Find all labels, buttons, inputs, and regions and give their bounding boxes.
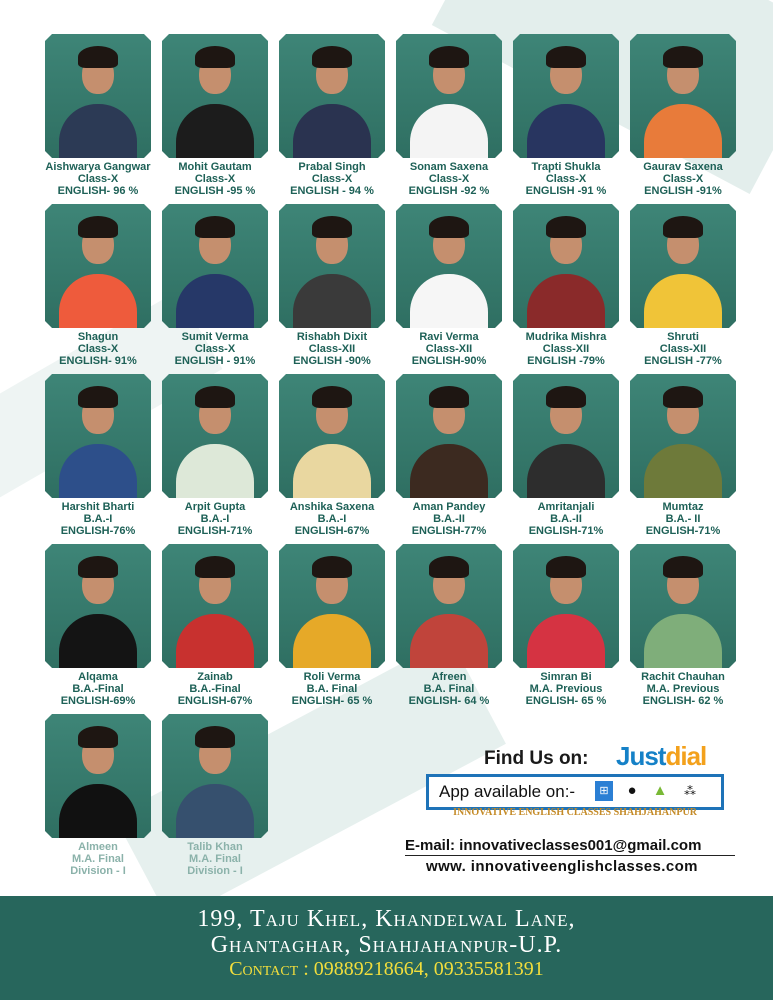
student-photo [630,34,736,158]
student-card [511,34,621,197]
student-card [511,544,621,707]
find-us-label: Find Us on: [484,748,589,769]
student-score: ENGLISH -90% [293,355,371,367]
student-class: Class-X [194,343,236,355]
student-class: Class-XII [542,343,590,355]
contact-numbers[interactable]: Contact : 09889218664, 09335581391 [229,958,544,980]
student-name: Rishabh Dixit [296,331,368,343]
student-name: Sonam Saxena [409,161,489,173]
student-card [511,374,621,537]
student-name: Alqama [78,671,118,683]
student-card [394,544,504,707]
website-link[interactable]: www. innovativeenglishclasses.com [426,858,698,875]
student-class: Class-X [428,173,470,185]
student-photo [162,204,268,328]
student-class: M.A. Final [189,853,241,865]
student-score: Division - I [70,865,126,877]
student-score: ENGLISH- 96 % [57,185,139,197]
student-card [160,544,270,707]
student-class: M.A. Previous [646,683,720,695]
student-photo [513,544,619,668]
student-name: Afreen [431,671,467,683]
student-score: ENGLISH- 91% [59,355,137,367]
student-card [511,204,621,367]
student-score: ENGLISH -95 % [174,185,256,197]
student-name: Zainab [197,671,233,683]
student-name: Talib Khan [187,841,243,853]
student-name: Simran Bi [540,671,592,683]
justdial-logo[interactable] [616,741,706,772]
student-photo [513,374,619,498]
student-name: Mohit Gautam [178,161,252,173]
student-name: Harshit Bharti [61,501,135,513]
student-photo [162,34,268,158]
justdial-logo-just: Just [616,741,666,771]
windows-store-icon[interactable]: ⊞ [595,781,613,801]
student-name: Mumtaz [662,501,704,513]
student-score: ENGLISH -77% [644,355,722,367]
student-card [43,34,153,197]
student-class: M.A. Final [72,853,124,865]
student-score: ENGLISH-71% [528,525,604,537]
student-photo [513,204,619,328]
student-photo [279,374,385,498]
student-class: Class-X [77,173,119,185]
student-card [43,714,153,877]
student-photo [396,374,502,498]
student-score: ENGLISH -91% [644,185,722,197]
student-score: ENGLISH - 94 % [290,185,374,197]
student-card [160,34,270,197]
student-photo [45,714,151,838]
student-name: Shruti [667,331,699,343]
student-photo [162,714,268,838]
student-class: B.A.-Final [189,683,241,695]
student-name: Mudrika Mishra [525,331,607,343]
student-class: Class-XII [425,343,473,355]
student-name: Aman Pandey [412,501,486,513]
student-photo [279,204,385,328]
student-class: B.A.-II [433,513,465,525]
footer-banner [0,896,773,1000]
student-card [394,374,504,537]
student-score: ENGLISH-76% [60,525,136,537]
student-score: ENGLISH-67% [294,525,370,537]
student-class: B.A.- II [665,513,701,525]
student-class: Class-X [662,173,704,185]
student-score: ENGLISH- 65 % [291,695,373,707]
student-photo [162,544,268,668]
student-name: Gaurav Saxena [643,161,723,173]
student-card [277,34,387,197]
student-score: ENGLISH-77% [411,525,487,537]
student-card [277,544,387,707]
student-photo [45,34,151,158]
student-score: Division - I [187,865,243,877]
blackberry-icon[interactable]: ⁂ [684,784,696,798]
student-photo [630,544,736,668]
student-card [628,544,738,707]
apple-icon[interactable]: ● [627,782,637,799]
student-score: ENGLISH- 65 % [525,695,607,707]
student-card [628,204,738,367]
student-class: Class-X [311,173,353,185]
student-name: Aishwarya Gangwar [45,161,151,173]
student-class: M.A. Previous [529,683,603,695]
student-photo [45,374,151,498]
student-photo [162,374,268,498]
student-name: Roli Verma [303,671,361,683]
address-line-2: Ghantaghar, Shahjahanpur-U.P. [210,932,563,958]
student-name: Anshika Saxena [289,501,375,513]
android-icon[interactable]: ▲ [652,782,668,799]
student-class: Class-XII [308,343,356,355]
email-address[interactable]: E-mail: innovativeclasses001@gmail.com [405,837,702,854]
student-class: Class-X [77,343,119,355]
student-photo [396,34,502,158]
student-class: B.A.-II [550,513,582,525]
student-score: ENGLISH-67% [177,695,253,707]
student-class: B.A.-Final [72,683,124,695]
justdial-logo-dial: dial [665,741,707,771]
divider [405,855,735,856]
student-card [277,374,387,537]
student-score: ENGLISH -91 % [525,185,607,197]
student-name: Amritanjali [537,501,595,513]
student-class: B.A.-I [200,513,230,525]
student-card [43,544,153,707]
student-name: Sumit Verma [181,331,249,343]
student-photo [396,544,502,668]
student-score: ENGLISH -92 % [408,185,490,197]
app-available-label: App available on:- [439,782,576,801]
student-class: Class-X [545,173,587,185]
student-score: ENGLISH -79% [527,355,605,367]
student-class: Class-X [194,173,236,185]
student-card [160,374,270,537]
student-class: B.A.-I [317,513,347,525]
student-score: ENGLISH-71% [645,525,721,537]
app-availability-box [426,774,724,810]
student-photo [630,204,736,328]
student-photo [45,544,151,668]
student-card [160,204,270,367]
student-card [394,34,504,197]
student-score: ENGLISH- 64 % [408,695,490,707]
student-photo [513,34,619,158]
student-name: Rachit Chauhan [641,671,725,683]
student-name: Prabal Singh [298,161,366,173]
student-card [277,204,387,367]
address-line-1: 199, Taju Khel, Khandelwal Lane, [197,906,576,932]
student-photo [45,204,151,328]
student-class: B.A. Final [306,683,358,695]
student-name: Ravi Verma [419,331,479,343]
student-score: ENGLISH-69% [60,695,136,707]
student-score: ENGLISH - 91% [174,355,256,367]
student-class: B.A. Final [423,683,475,695]
student-name: Shagun [77,331,119,343]
student-name: Trapti Shukla [531,161,601,173]
student-score: ENGLISH- 62 % [642,695,724,707]
student-score: ENGLISH-90% [411,355,487,367]
student-class: B.A.-I [83,513,113,525]
student-card [43,374,153,537]
student-photo [279,544,385,668]
student-card [394,204,504,367]
student-card [628,34,738,197]
student-card [628,374,738,537]
student-name: Almeen [78,841,118,853]
student-class: Class-XII [659,343,707,355]
student-photo [279,34,385,158]
student-photo [630,374,736,498]
student-photo [396,204,502,328]
student-card [160,714,270,877]
student-score: ENGLISH-71% [177,525,253,537]
student-name: Arpit Gupta [184,501,246,513]
institute-name: INNOVATIVE ENGLISH CLASSES SHAHJAHANPUR [453,807,697,818]
student-card [43,204,153,367]
